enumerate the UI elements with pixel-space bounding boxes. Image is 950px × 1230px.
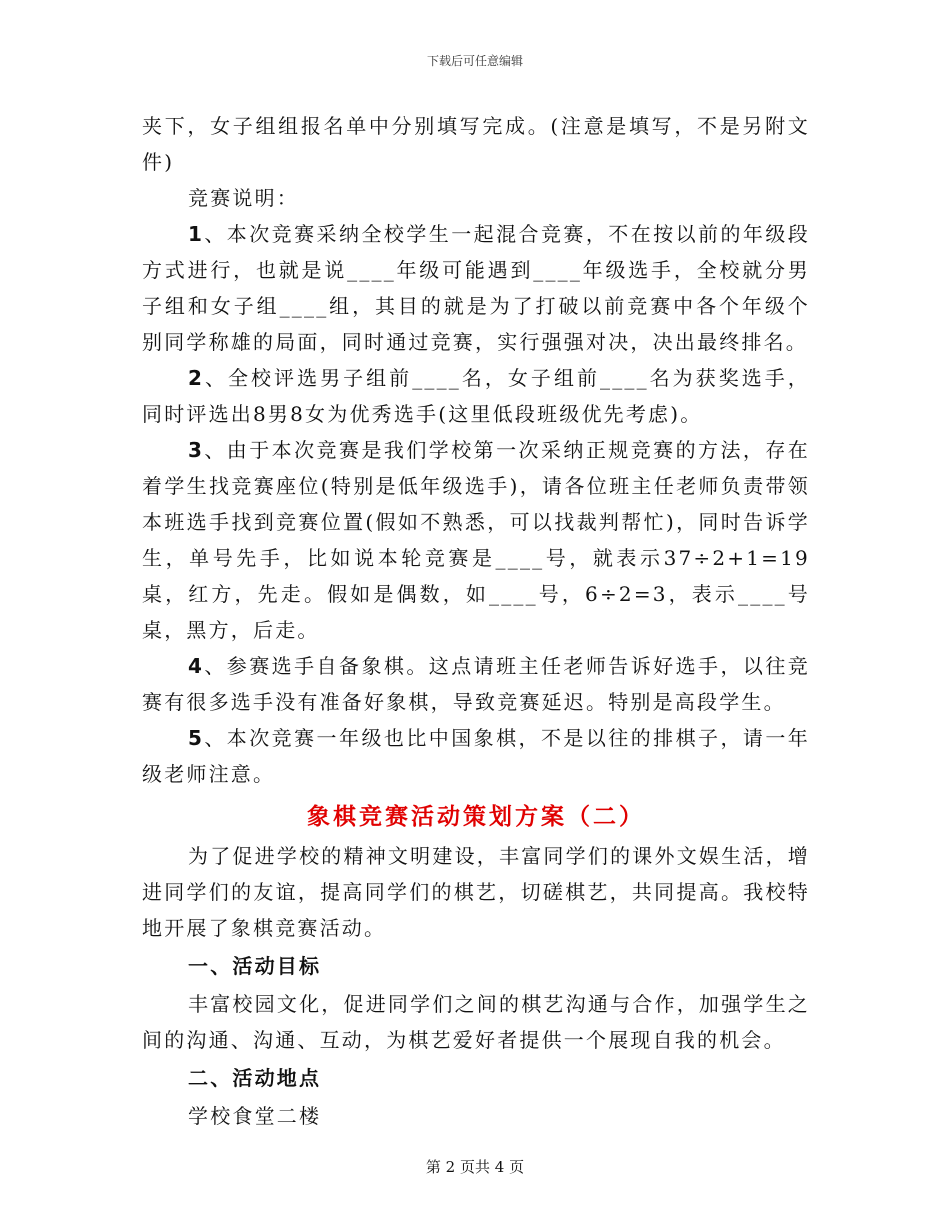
rule-item-2 xyxy=(142,360,810,432)
rule-item-5 xyxy=(142,720,810,792)
paragraph-registration-cont: 夹下，女子组组报名单中分别填写完成。(注意是填写，不是另附文件) xyxy=(142,114,810,174)
page-footer: 第 2 页共 4 页 xyxy=(425,1158,525,1176)
rule-text: 、全校评选男子组前____名，女子组前____名为获奖选手，同时评选出8男8女为优秀选手(这里低段班级优先考虑)。 xyxy=(142,366,810,426)
section-title: 象棋竞赛活动策划方案（二） xyxy=(307,803,645,830)
rule-number: 4 xyxy=(188,654,205,678)
document-body xyxy=(142,108,810,1134)
heading-activity-location: 二、活动地点 xyxy=(188,1066,322,1090)
rule-number: 2 xyxy=(188,366,205,390)
rule-number: 5 xyxy=(188,726,205,750)
goal-text: 丰富校园文化，促进同学们之间的棋艺沟通与合作，加强学生之间的沟通、沟通、互动，为棋艺爱好者提供一个展现自我的机会。 xyxy=(142,992,810,1052)
rule-text: 、由于本次竞赛是我们学校第一次采纳正规竞赛的方法，存在着学生找竞赛座位(特别是低年级选手)，请各位班主任老师负责带领本班选手找到竞赛位置(假如不熟悉，可以找裁判帮忙)，同时告诉学生，单号先手，比如说本轮竞赛是____号，就表示37÷2+1=19桌，红方，先走。假如是偶数，如____号，6÷2=3，表示____号桌，黑方，后走。 xyxy=(142,438,810,642)
rule-number: 3 xyxy=(188,438,205,462)
rule-item-4 xyxy=(142,648,810,720)
heading-activity-goal: 一、活动目标 xyxy=(188,954,322,978)
rule-number: 1 xyxy=(188,222,205,246)
rule-text: 、本次竞赛采纳全校学生一起混合竞赛，不在按以前的年级段方式进行，也就是说____年级可能遇到____年级选手，全校就分男子组和女子组____组，其目的就是为了打破以前竞赛中各个年级个别同学称雄的局面，同时通过竞赛，实行强强对决，决出最终排名。 xyxy=(142,222,810,354)
location-text: 学校食堂二楼 xyxy=(188,1104,322,1128)
section-intro: 为了促进学校的精神文明建设，丰富同学们的课外文娱生活，增进同学们的友谊，提高同学们的棋艺，切磋棋艺，共同提高。我校特地开展了象棋竞赛活动。 xyxy=(142,844,810,940)
page-header: 下载后可任意编辑 xyxy=(426,54,523,68)
rule-text: 、参赛选手自备象棋。这点请班主任老师告诉好选手，以往竞赛有很多选手没有准备好象棋，导致竞赛延迟。特别是高段学生。 xyxy=(142,654,810,714)
rule-item-1 xyxy=(142,216,810,360)
rule-item-3 xyxy=(142,432,810,648)
rule-text: 、本次竞赛一年级也比中国象棋，不是以往的排棋子，请一年级老师注意。 xyxy=(142,726,810,786)
rules-title: 竞赛说明： xyxy=(188,186,299,210)
